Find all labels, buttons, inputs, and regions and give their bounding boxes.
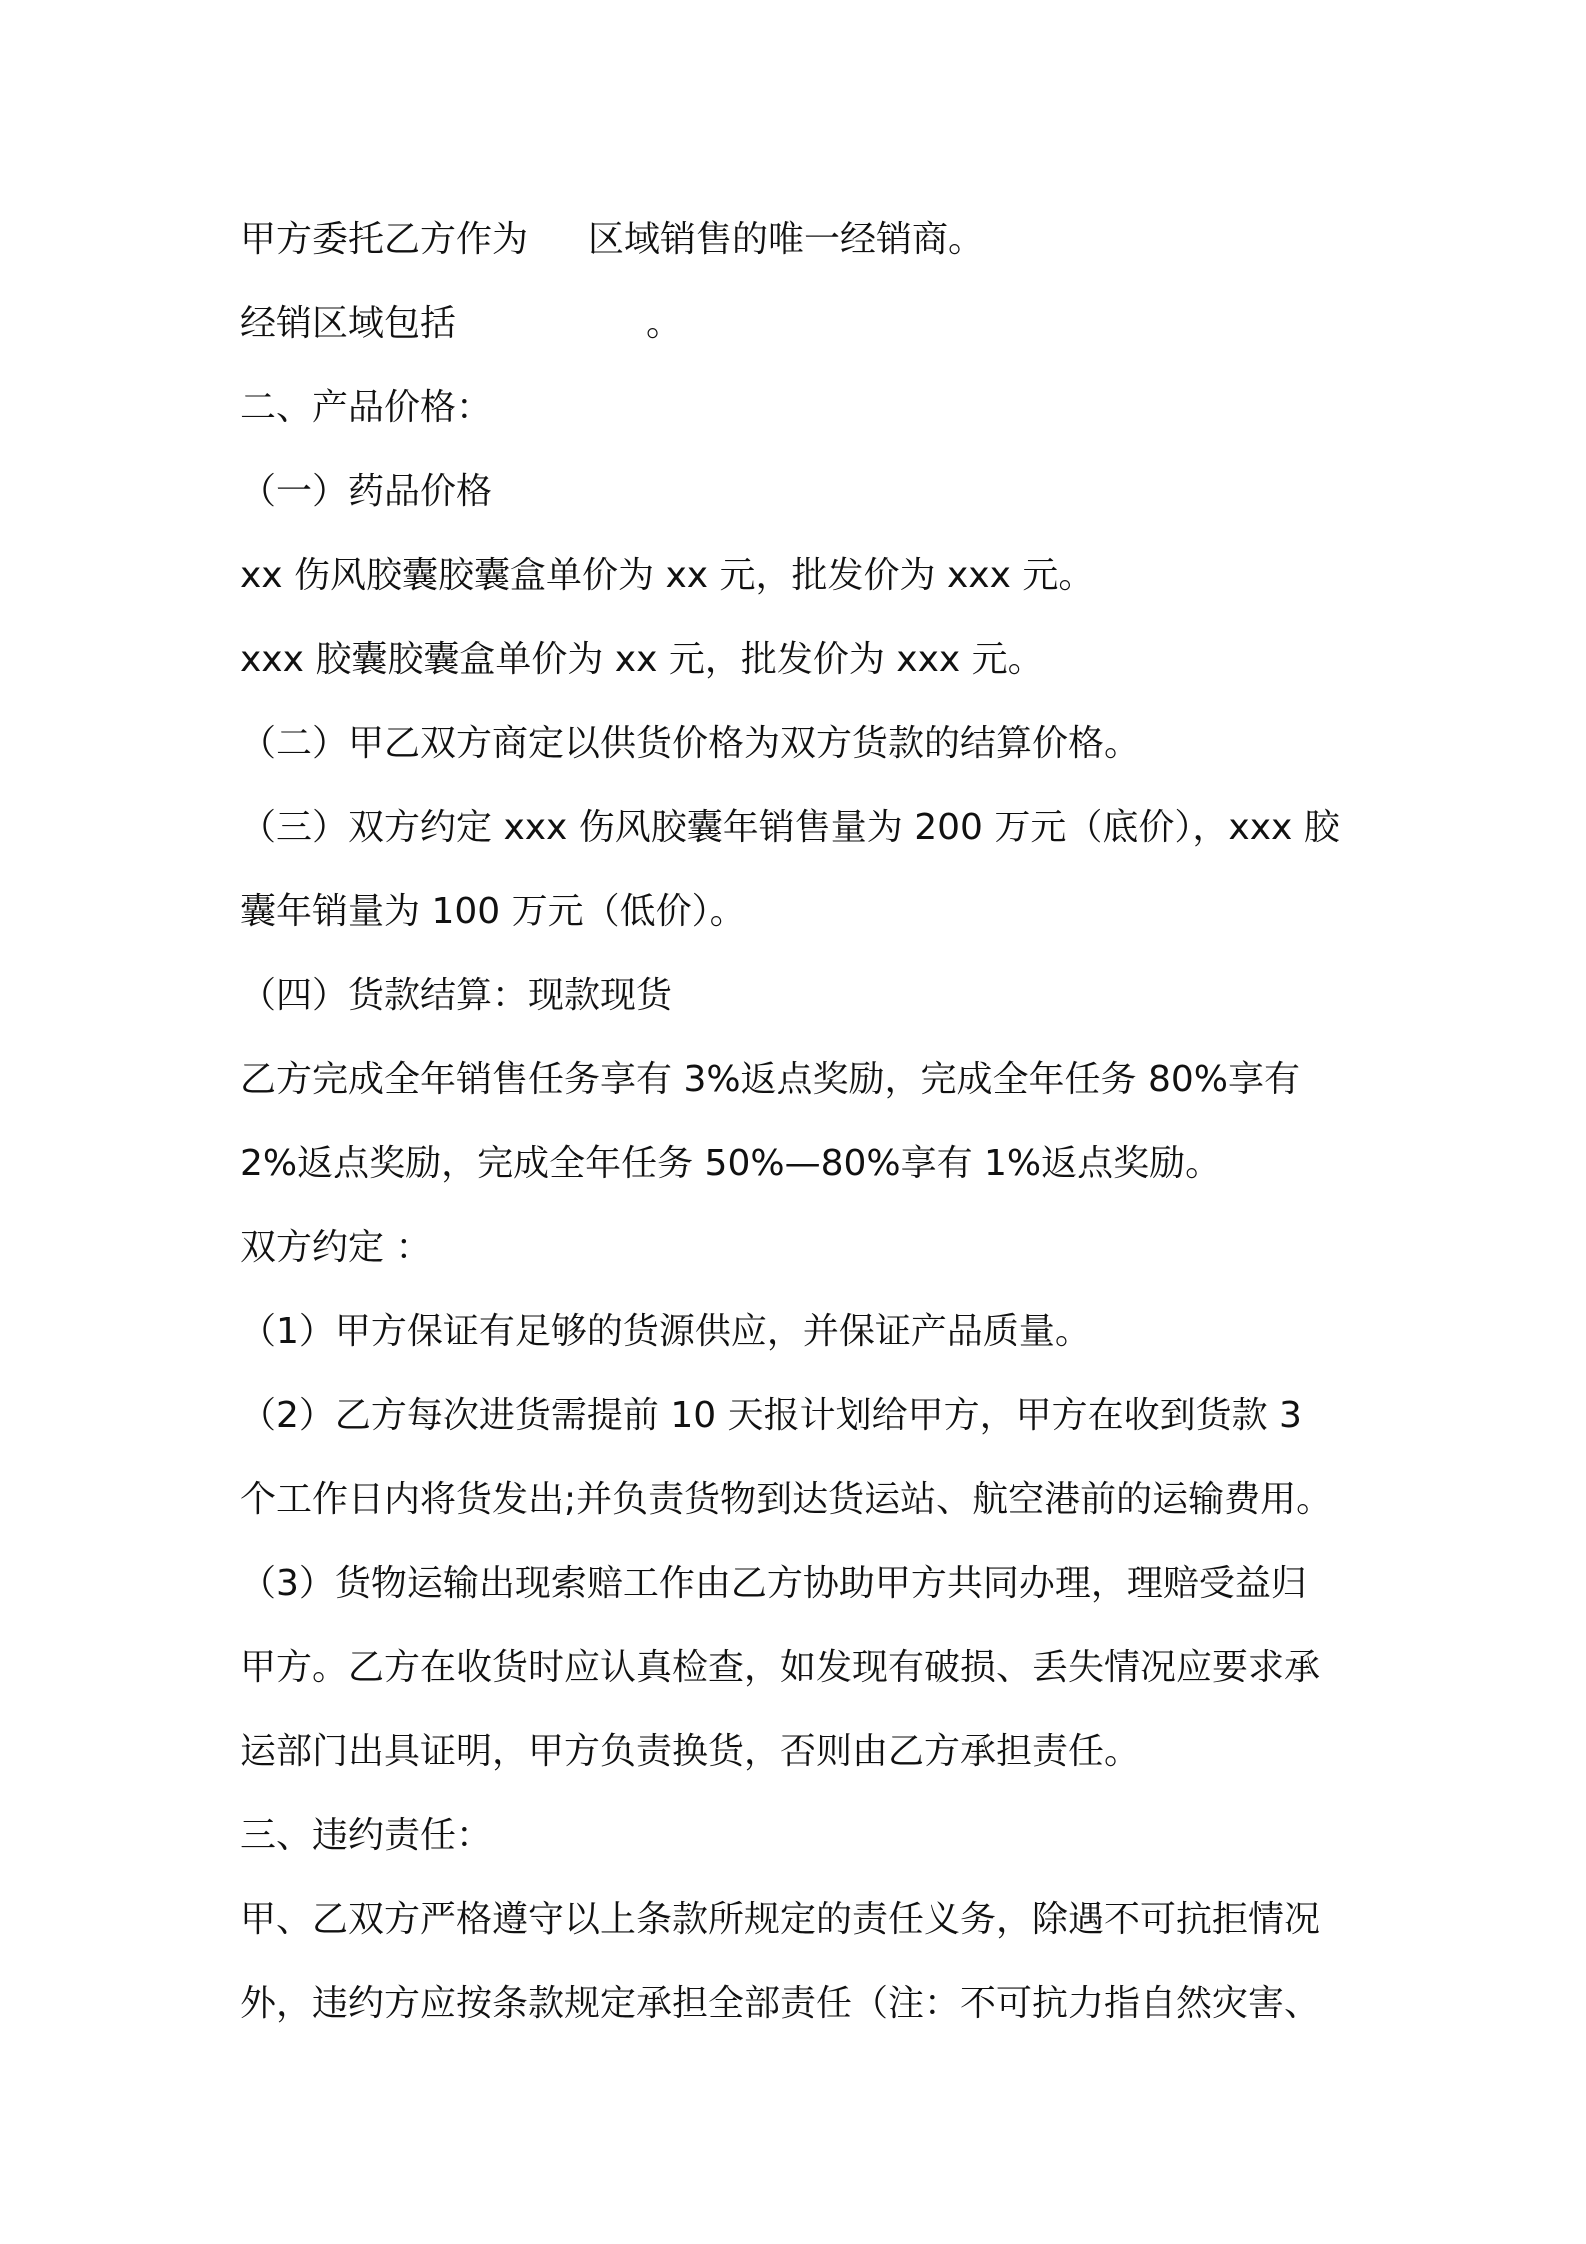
line-segment: 甲方委托乙方作为 (240, 219, 529, 260)
section-heading: 二、产品价格： (240, 387, 493, 428)
paragraph-line: xxx 胶囊胶囊盒单价为 xx 元，批发价为 xxx 元。 (240, 639, 1044, 680)
paragraph-line: （二）甲乙双方商定以供货价格为双方货款的结算价格。 (240, 723, 1141, 764)
paragraph-line: xx 伤风胶囊胶囊盒单价为 xx 元，批发价为 xxx 元。 (240, 555, 1095, 596)
paragraph-line: 甲方。乙方在收货时应认真检查，如发现有破损、丢失情况应要求承 (240, 1647, 1321, 1688)
paragraph-line: 运部门出具证明，甲方负责换货，否则由乙方承担责任。 (240, 1731, 1141, 1772)
paragraph-line: （四）货款结算：现款现货 (240, 975, 673, 1016)
section-heading: 三、违约责任： (240, 1815, 493, 1856)
line-segment: 经销区域包括 (240, 303, 457, 344)
paragraph-line: （三）双方约定 xxx 伤风胶囊年销售量为 200 万元（底价），xxx 胶 (240, 807, 1340, 848)
paragraph-line: （2）乙方每次进货需提前 10 天报计划给甲方，甲方在收到货款 3 (240, 1395, 1302, 1436)
paragraph-line: 甲、乙双方严格遵守以上条款所规定的责任义务，除遇不可抗拒情况 (240, 1899, 1321, 1940)
line-segment: 。 (646, 303, 683, 344)
contract-body (240, 198, 1360, 2046)
paragraph-line (240, 282, 1360, 366)
paragraph-line: 个工作日内将货发出;并负责货物到达货运站、航空港前的运输费用。 (240, 1479, 1333, 1520)
subsection-heading: （一）药品价格 (240, 471, 493, 512)
paragraph-line: 2%返点奖励，完成全年任务 50%—80%享有 1%返点奖励。 (240, 1143, 1222, 1184)
paragraph-line: 乙方完成全年销售任务享有 3%返点奖励，完成全年任务 80%享有 (240, 1059, 1301, 1100)
paragraph-line: （3）货物运输出现索赔工作由乙方协助甲方共同办理，理赔受益归 (240, 1563, 1307, 1604)
paragraph-line: 外，违约方应按条款规定承担全部责任（注：不可抗力指自然灾害、 (240, 1983, 1321, 2024)
paragraph-line: 囊年销量为 100 万元（低价）。 (240, 891, 746, 932)
paragraph-line (240, 198, 1360, 282)
paragraph-line: 双方约定 ： (240, 1227, 432, 1268)
paragraph-line: （1）甲方保证有足够的货源供应，并保证产品质量。 (240, 1311, 1091, 1352)
line-segment: 区域销售的唯一经销商。 (588, 219, 985, 260)
